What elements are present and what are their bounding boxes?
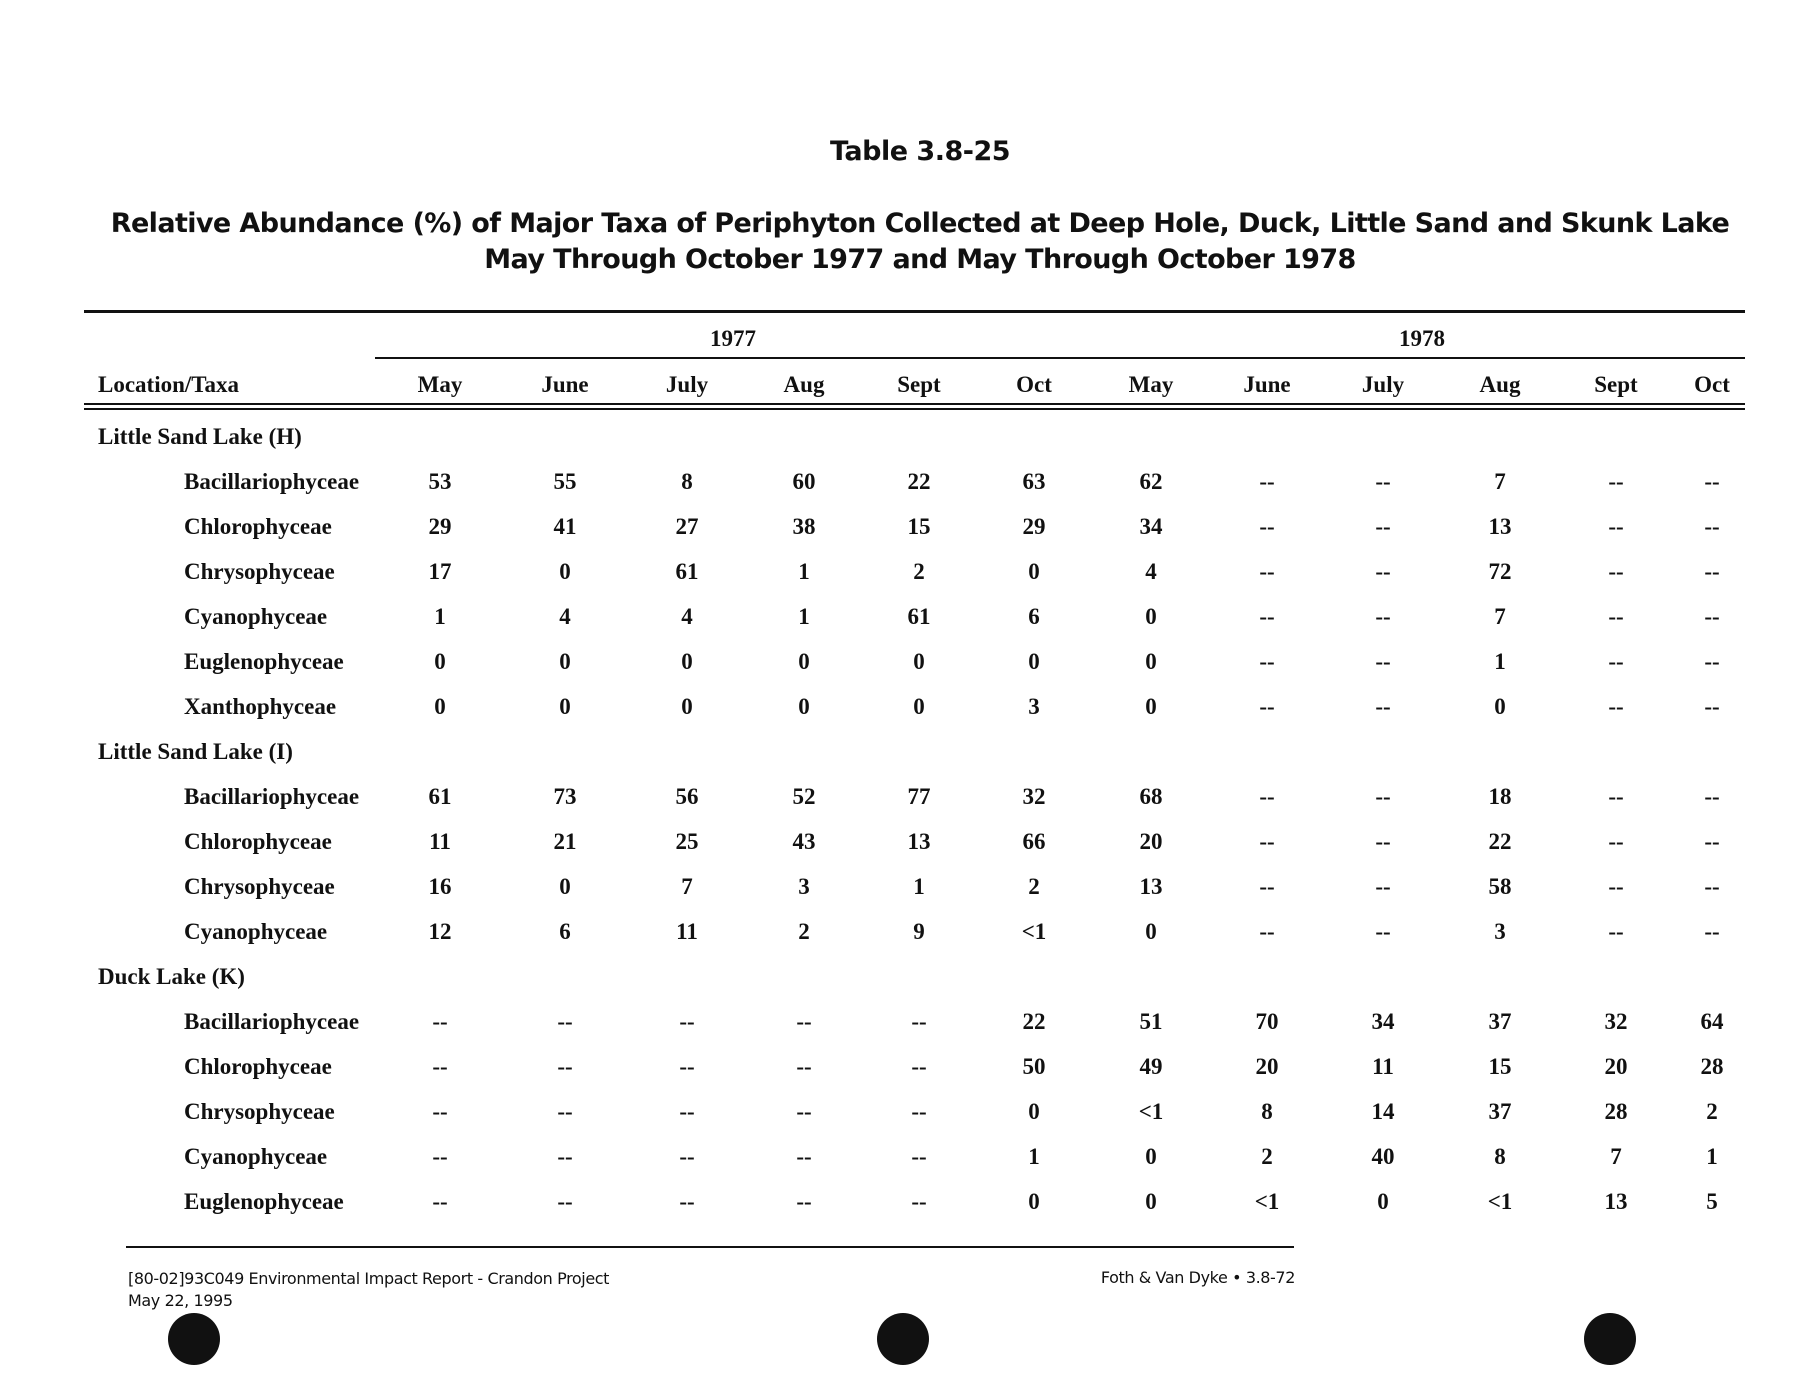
table-cell: 1 bbox=[913, 874, 925, 899]
table-cell: 0 bbox=[1145, 694, 1157, 719]
table-cell: 0 bbox=[1028, 1099, 1040, 1124]
table-cell: -- bbox=[432, 1099, 448, 1124]
punch-hole-center bbox=[877, 1313, 929, 1365]
table-cell: -- bbox=[1704, 514, 1720, 539]
table-cell: 1 bbox=[1494, 649, 1506, 674]
table-cell: 0 bbox=[798, 649, 810, 674]
table-cell: 0 bbox=[559, 694, 571, 719]
table-cell: -- bbox=[1608, 919, 1624, 944]
table-cell: 70 bbox=[1255, 1009, 1279, 1034]
table-cell: -- bbox=[1704, 559, 1720, 584]
table-cell: 2 bbox=[913, 559, 925, 584]
column-header-1978-may: May bbox=[1128, 372, 1174, 397]
table-cell: 12 bbox=[428, 919, 452, 944]
table-row bbox=[0, 455, 1800, 500]
table-cell: 8 bbox=[1261, 1099, 1273, 1124]
table-cell: 56 bbox=[675, 784, 699, 809]
table-cell: 37 bbox=[1488, 1099, 1512, 1124]
table-cell: -- bbox=[1259, 649, 1275, 674]
table-cell: 58 bbox=[1488, 874, 1512, 899]
table-cell: 25 bbox=[675, 829, 699, 854]
table-cell: -- bbox=[911, 1009, 927, 1034]
table-row bbox=[0, 1085, 1800, 1130]
table-cell: 64 bbox=[1700, 1009, 1724, 1034]
table-cell: -- bbox=[796, 1099, 812, 1124]
table-cell: -- bbox=[1704, 649, 1720, 674]
table-cell: -- bbox=[1375, 829, 1391, 854]
column-header-1978-oct: Oct bbox=[1694, 372, 1730, 397]
table-cell: 2 bbox=[1706, 1099, 1718, 1124]
table-cell: 0 bbox=[798, 694, 810, 719]
header-double-rule-top bbox=[84, 403, 1745, 405]
table-cell: 20 bbox=[1604, 1054, 1628, 1079]
table-number: Table 3.8-25 bbox=[829, 136, 1011, 167]
footer-rule bbox=[126, 1246, 1294, 1248]
table-cell: -- bbox=[432, 1009, 448, 1034]
table-cell: 7 bbox=[1610, 1144, 1622, 1169]
table-cell: <1 bbox=[1254, 1189, 1280, 1214]
table-cell: -- bbox=[557, 1189, 573, 1214]
table-cell: -- bbox=[911, 1189, 927, 1214]
year-label-1977: 1977 bbox=[710, 326, 756, 351]
table-cell: 0 bbox=[559, 874, 571, 899]
taxa-label: Euglenophyceae bbox=[184, 1189, 344, 1214]
table-cell: 0 bbox=[434, 649, 446, 674]
table-cell: 11 bbox=[676, 919, 698, 944]
table-cell: -- bbox=[557, 1144, 573, 1169]
taxa-label: Chrysophyceae bbox=[184, 1099, 335, 1124]
table-cell: 43 bbox=[792, 829, 816, 854]
column-header-1977-june: June bbox=[541, 372, 589, 397]
location-row bbox=[0, 950, 1800, 995]
table-cell: 1 bbox=[1028, 1144, 1040, 1169]
table-cell: 0 bbox=[681, 649, 693, 674]
table-cell: -- bbox=[1375, 874, 1391, 899]
table-cell: 63 bbox=[1022, 469, 1046, 494]
table-cell: -- bbox=[1375, 919, 1391, 944]
table-cell: 0 bbox=[1028, 559, 1040, 584]
table-cell: 7 bbox=[1494, 469, 1506, 494]
column-header-1978-june: June bbox=[1243, 372, 1291, 397]
location-label: Duck Lake (K) bbox=[98, 964, 245, 989]
table-cell: 6 bbox=[559, 919, 571, 944]
table-title-line1: Relative Abundance (%) of Major Taxa of Periphyton Collected at Deep Hole, Duck, Little Sand and Skunk Lake bbox=[110, 208, 1730, 239]
table-cell: 13 bbox=[1604, 1189, 1628, 1214]
table-cell: 77 bbox=[907, 784, 931, 809]
table-cell: 0 bbox=[559, 649, 571, 674]
footer-page-ref: Foth & Van Dyke • 3.8-72 bbox=[1100, 1268, 1295, 1287]
table-cell: -- bbox=[911, 1099, 927, 1124]
table-cell: 0 bbox=[1377, 1189, 1389, 1214]
table-cell: 0 bbox=[434, 694, 446, 719]
table-cell: 0 bbox=[1028, 649, 1040, 674]
taxa-label: Chlorophyceae bbox=[184, 829, 332, 854]
table-cell: -- bbox=[1259, 559, 1275, 584]
taxa-label: Cyanophyceae bbox=[184, 604, 328, 629]
table-cell: 13 bbox=[1139, 874, 1163, 899]
table-cell: -- bbox=[432, 1054, 448, 1079]
table-cell: -- bbox=[1259, 604, 1275, 629]
table-cell: -- bbox=[1704, 469, 1720, 494]
table-row bbox=[0, 1130, 1800, 1175]
table-cell: 3 bbox=[1494, 919, 1506, 944]
taxa-label: Euglenophyceae bbox=[184, 649, 344, 674]
table-cell: -- bbox=[1375, 604, 1391, 629]
table-cell: 0 bbox=[1145, 649, 1157, 674]
table-cell: -- bbox=[911, 1144, 927, 1169]
taxa-label: Cyanophyceae bbox=[184, 1144, 328, 1169]
table-cell: -- bbox=[679, 1099, 695, 1124]
table-cell: -- bbox=[1704, 784, 1720, 809]
table-cell: -- bbox=[1375, 469, 1391, 494]
table-cell: 21 bbox=[553, 829, 577, 854]
table-cell: 17 bbox=[428, 559, 452, 584]
table-cell: 32 bbox=[1022, 784, 1046, 809]
table-cell: 60 bbox=[792, 469, 816, 494]
column-header-1977-aug: Aug bbox=[783, 372, 825, 397]
table-cell: 32 bbox=[1604, 1009, 1628, 1034]
taxa-label: Xanthophyceae bbox=[184, 694, 337, 719]
table-cell: 2 bbox=[1028, 874, 1040, 899]
table-cell: 34 bbox=[1371, 1009, 1395, 1034]
table-cell: -- bbox=[1608, 469, 1624, 494]
table-cell: -- bbox=[1375, 649, 1391, 674]
table-cell: 1 bbox=[1706, 1144, 1718, 1169]
table-cell: 11 bbox=[429, 829, 451, 854]
table-cell: -- bbox=[1608, 514, 1624, 539]
table-cell: 15 bbox=[1488, 1054, 1512, 1079]
column-header-taxa: Location/Taxa bbox=[98, 372, 240, 397]
table-cell: 9 bbox=[913, 919, 925, 944]
footer-report-id: [80-02]93C049 Environmental Impact Report - Crandon Project bbox=[128, 1269, 610, 1288]
table-cell: -- bbox=[679, 1054, 695, 1079]
location-row bbox=[0, 725, 1800, 770]
column-header-1978-aug: Aug bbox=[1479, 372, 1521, 397]
table-row bbox=[0, 590, 1800, 635]
table-row bbox=[0, 1040, 1800, 1085]
table-cell: 55 bbox=[553, 469, 577, 494]
table-cell: 11 bbox=[1372, 1054, 1394, 1079]
table-cell: 72 bbox=[1488, 559, 1512, 584]
table-cell: 0 bbox=[1494, 694, 1506, 719]
table-cell: 2 bbox=[1261, 1144, 1273, 1169]
table-row bbox=[0, 545, 1800, 590]
column-header-1977-may: May bbox=[417, 372, 463, 397]
table-row bbox=[0, 500, 1800, 545]
table-cell: -- bbox=[557, 1099, 573, 1124]
table-cell: -- bbox=[1259, 829, 1275, 854]
table-row bbox=[0, 680, 1800, 725]
table-cell: 61 bbox=[907, 604, 931, 629]
table-cell: <1 bbox=[1138, 1099, 1164, 1124]
taxa-label: Chrysophyceae bbox=[184, 559, 335, 584]
taxa-label: Bacillariophyceae bbox=[184, 784, 360, 809]
table-cell: 1 bbox=[434, 604, 446, 629]
table-cell: 22 bbox=[1488, 829, 1512, 854]
table-row bbox=[0, 995, 1800, 1040]
table-cell: 50 bbox=[1022, 1054, 1046, 1079]
table-cell: 51 bbox=[1139, 1009, 1163, 1034]
taxa-label: Bacillariophyceae bbox=[184, 1009, 360, 1034]
table-cell: 0 bbox=[1145, 919, 1157, 944]
table-cell: -- bbox=[796, 1189, 812, 1214]
table-cell: 1 bbox=[798, 559, 810, 584]
table-cell: -- bbox=[1259, 874, 1275, 899]
table-cell: -- bbox=[1375, 694, 1391, 719]
table-cell: 13 bbox=[1488, 514, 1512, 539]
table-cell: 3 bbox=[1028, 694, 1040, 719]
table-cell: -- bbox=[557, 1009, 573, 1034]
table-cell: 4 bbox=[681, 604, 693, 629]
table-cell: 16 bbox=[428, 874, 452, 899]
table-cell: 5 bbox=[1706, 1189, 1718, 1214]
punch-hole-right bbox=[1584, 1313, 1636, 1365]
table-cell: 0 bbox=[1028, 1189, 1040, 1214]
table-cell: 73 bbox=[553, 784, 577, 809]
table-cell: 22 bbox=[1022, 1009, 1046, 1034]
table-cell: 61 bbox=[675, 559, 699, 584]
table-cell: <1 bbox=[1487, 1189, 1513, 1214]
table-cell: -- bbox=[1375, 559, 1391, 584]
table-cell: -- bbox=[1704, 829, 1720, 854]
table-cell: -- bbox=[679, 1144, 695, 1169]
table-cell: 37 bbox=[1488, 1009, 1512, 1034]
column-header-1978-july: July bbox=[1361, 372, 1405, 397]
table-cell: -- bbox=[679, 1009, 695, 1034]
table-cell: -- bbox=[432, 1144, 448, 1169]
table-cell: -- bbox=[1704, 694, 1720, 719]
table-cell: -- bbox=[1608, 559, 1624, 584]
table-cell: 0 bbox=[913, 694, 925, 719]
table-cell: 20 bbox=[1255, 1054, 1279, 1079]
table-cell: 3 bbox=[798, 874, 810, 899]
table-cell: 0 bbox=[1145, 1144, 1157, 1169]
table-cell: 27 bbox=[675, 514, 699, 539]
table-cell: 61 bbox=[428, 784, 452, 809]
table-cell: -- bbox=[1608, 604, 1624, 629]
table-cell: -- bbox=[1259, 469, 1275, 494]
table-cell: 13 bbox=[907, 829, 931, 854]
table-cell: -- bbox=[796, 1144, 812, 1169]
table-cell: 62 bbox=[1139, 469, 1163, 494]
table-cell: 6 bbox=[1028, 604, 1040, 629]
taxa-label: Chlorophyceae bbox=[184, 514, 332, 539]
table-cell: 1 bbox=[798, 604, 810, 629]
table-row bbox=[0, 815, 1800, 860]
footer-left bbox=[128, 1268, 609, 1312]
column-header-1977-july: July bbox=[665, 372, 709, 397]
table-cell: -- bbox=[1608, 649, 1624, 674]
table-cell: -- bbox=[1375, 514, 1391, 539]
column-header-1978-sept: Sept bbox=[1594, 372, 1638, 397]
table-cell: 28 bbox=[1604, 1099, 1628, 1124]
location-label: Little Sand Lake (I) bbox=[98, 739, 293, 764]
table-cell: -- bbox=[911, 1054, 927, 1079]
table-cell: 68 bbox=[1139, 784, 1163, 809]
table-cell: 66 bbox=[1022, 829, 1046, 854]
table-cell: 7 bbox=[681, 874, 693, 899]
year-span-rule bbox=[375, 357, 1745, 359]
table-cell: -- bbox=[1704, 874, 1720, 899]
taxa-label: Chlorophyceae bbox=[184, 1054, 332, 1079]
table-title-line2: May Through October 1977 and May Through October 1978 bbox=[484, 244, 1356, 275]
table-cell: 18 bbox=[1488, 784, 1512, 809]
location-label: Little Sand Lake (H) bbox=[98, 424, 302, 449]
table-cell: -- bbox=[1259, 784, 1275, 809]
table-row bbox=[0, 905, 1800, 950]
table-cell: 41 bbox=[553, 514, 577, 539]
table-cell: -- bbox=[796, 1054, 812, 1079]
table-cell: 38 bbox=[792, 514, 816, 539]
table-row bbox=[0, 1175, 1800, 1220]
table-cell: -- bbox=[1608, 784, 1624, 809]
column-header-1977-oct: Oct bbox=[1016, 372, 1052, 397]
table-cell: 40 bbox=[1371, 1144, 1395, 1169]
taxa-label: Cyanophyceae bbox=[184, 919, 328, 944]
table-cell: -- bbox=[1608, 694, 1624, 719]
taxa-label: Bacillariophyceae bbox=[184, 469, 360, 494]
table-cell: 29 bbox=[1022, 514, 1046, 539]
table-row bbox=[0, 860, 1800, 905]
year-label-1978: 1978 bbox=[1399, 326, 1445, 351]
table-cell: 20 bbox=[1139, 829, 1163, 854]
table-title bbox=[0, 206, 1800, 278]
table-cell: 8 bbox=[681, 469, 693, 494]
table-cell: -- bbox=[796, 1009, 812, 1034]
table-cell: 34 bbox=[1139, 514, 1163, 539]
table-cell: 4 bbox=[1145, 559, 1157, 584]
table-cell: 0 bbox=[681, 694, 693, 719]
table-cell: 49 bbox=[1139, 1054, 1163, 1079]
table-row bbox=[0, 770, 1800, 815]
table-cell: 28 bbox=[1700, 1054, 1724, 1079]
table-cell: -- bbox=[1704, 604, 1720, 629]
table-cell: 0 bbox=[559, 559, 571, 584]
footer-date: May 22, 1995 bbox=[128, 1291, 233, 1310]
table-cell: 14 bbox=[1371, 1099, 1395, 1124]
table-cell: -- bbox=[1704, 919, 1720, 944]
table-cell: -- bbox=[1375, 784, 1391, 809]
table-cell: 22 bbox=[907, 469, 931, 494]
table-cell: 15 bbox=[907, 514, 931, 539]
location-row bbox=[0, 410, 1800, 455]
table-row bbox=[0, 635, 1800, 680]
table-cell: -- bbox=[1608, 874, 1624, 899]
table-cell: 29 bbox=[428, 514, 452, 539]
table-cell: 4 bbox=[559, 604, 571, 629]
taxa-label: Chrysophyceae bbox=[184, 874, 335, 899]
table-cell: -- bbox=[1259, 694, 1275, 719]
table-cell: 7 bbox=[1494, 604, 1506, 629]
table-cell: -- bbox=[1608, 829, 1624, 854]
table-cell: -- bbox=[557, 1054, 573, 1079]
table-cell: -- bbox=[432, 1189, 448, 1214]
column-header-1977-sept: Sept bbox=[897, 372, 941, 397]
table-cell: 0 bbox=[1145, 604, 1157, 629]
table-top-rule bbox=[84, 310, 1745, 313]
table-cell: 0 bbox=[1145, 1189, 1157, 1214]
table-cell: 0 bbox=[913, 649, 925, 674]
punch-hole-left bbox=[168, 1313, 220, 1365]
table-cell: <1 bbox=[1021, 919, 1047, 944]
table-cell: -- bbox=[679, 1189, 695, 1214]
table-cell: 53 bbox=[428, 469, 452, 494]
table-cell: 8 bbox=[1494, 1144, 1506, 1169]
table-cell: 2 bbox=[798, 919, 810, 944]
table-cell: -- bbox=[1259, 514, 1275, 539]
table-cell: -- bbox=[1259, 919, 1275, 944]
table-cell: 52 bbox=[792, 784, 816, 809]
